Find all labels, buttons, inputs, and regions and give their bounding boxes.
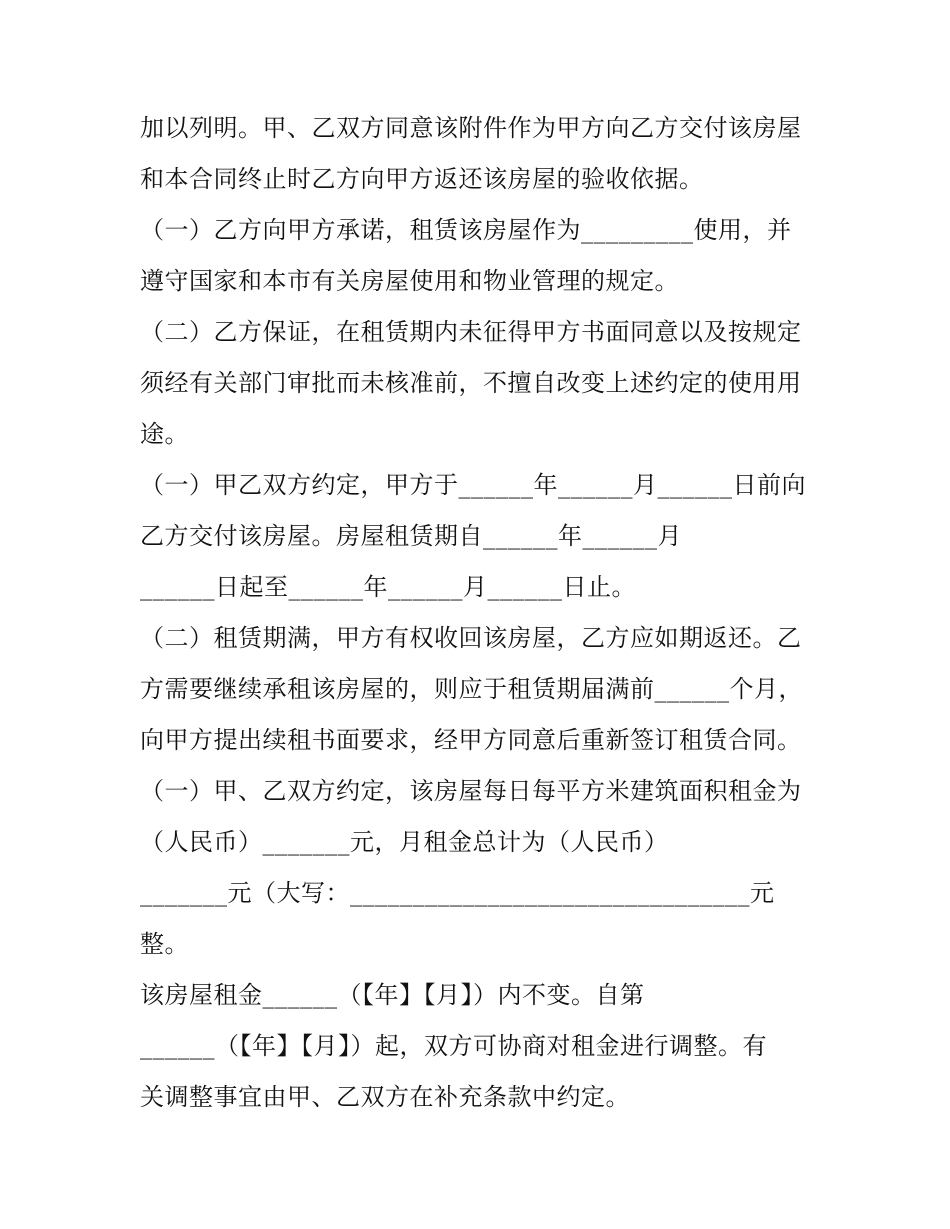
- text-line: 关调整事宜由甲、乙双方在补充条款中约定。: [140, 1083, 630, 1111]
- text-line: （一）乙方向甲方承诺，租赁该房屋作为_________使用，并: [140, 216, 792, 244]
- text-line: 途。: [140, 420, 189, 448]
- text-line: 加以列明。甲、乙双方同意该附件作为甲方向乙方交付该房屋: [140, 114, 802, 142]
- text-line: _______元（大写：________________________________元: [140, 879, 775, 907]
- text-line: 遵守国家和本市有关房屋使用和物业管理的规定。: [140, 267, 679, 295]
- text-line: （一）甲、乙双方约定，该房屋每日每平方米建筑面积租金为: [140, 777, 802, 805]
- text-line: 和本合同终止时乙方向甲方返还该房屋的验收依据。: [140, 165, 704, 193]
- text-line: （二）租赁期满，甲方有权收回该房屋，乙方应如期返还。乙: [140, 624, 802, 652]
- text-line: 该房屋租金______（【年】【月】）内不变。自第: [140, 981, 645, 1009]
- text-line: （一）甲乙双方约定，甲方于______年______月______日前向: [140, 471, 806, 499]
- text-line: 须经有关部门审批而未核准前，不擅自改变上述约定的使用用: [140, 369, 802, 397]
- text-line: （二）乙方保证，在租赁期内未征得甲方书面同意以及按规定: [140, 318, 802, 346]
- text-line: （人民币）_______元，月租金总计为（人民币）: [140, 828, 669, 856]
- text-line: 方需要继续承租该房屋的，则应于租赁期届满前______个月，: [140, 675, 803, 703]
- text-line: ______（【年】【月】）起，双方可协商对租金进行调整。有: [140, 1032, 767, 1060]
- text-line: 乙方交付该房屋。房屋租赁期自______年______月: [140, 522, 682, 550]
- text-line: 向甲方提出续租书面要求，经甲方同意后重新签订租赁合同。: [140, 726, 802, 754]
- text-line: 整。: [140, 930, 189, 958]
- text-line: ______日起至______年______月______日止。: [140, 573, 636, 601]
